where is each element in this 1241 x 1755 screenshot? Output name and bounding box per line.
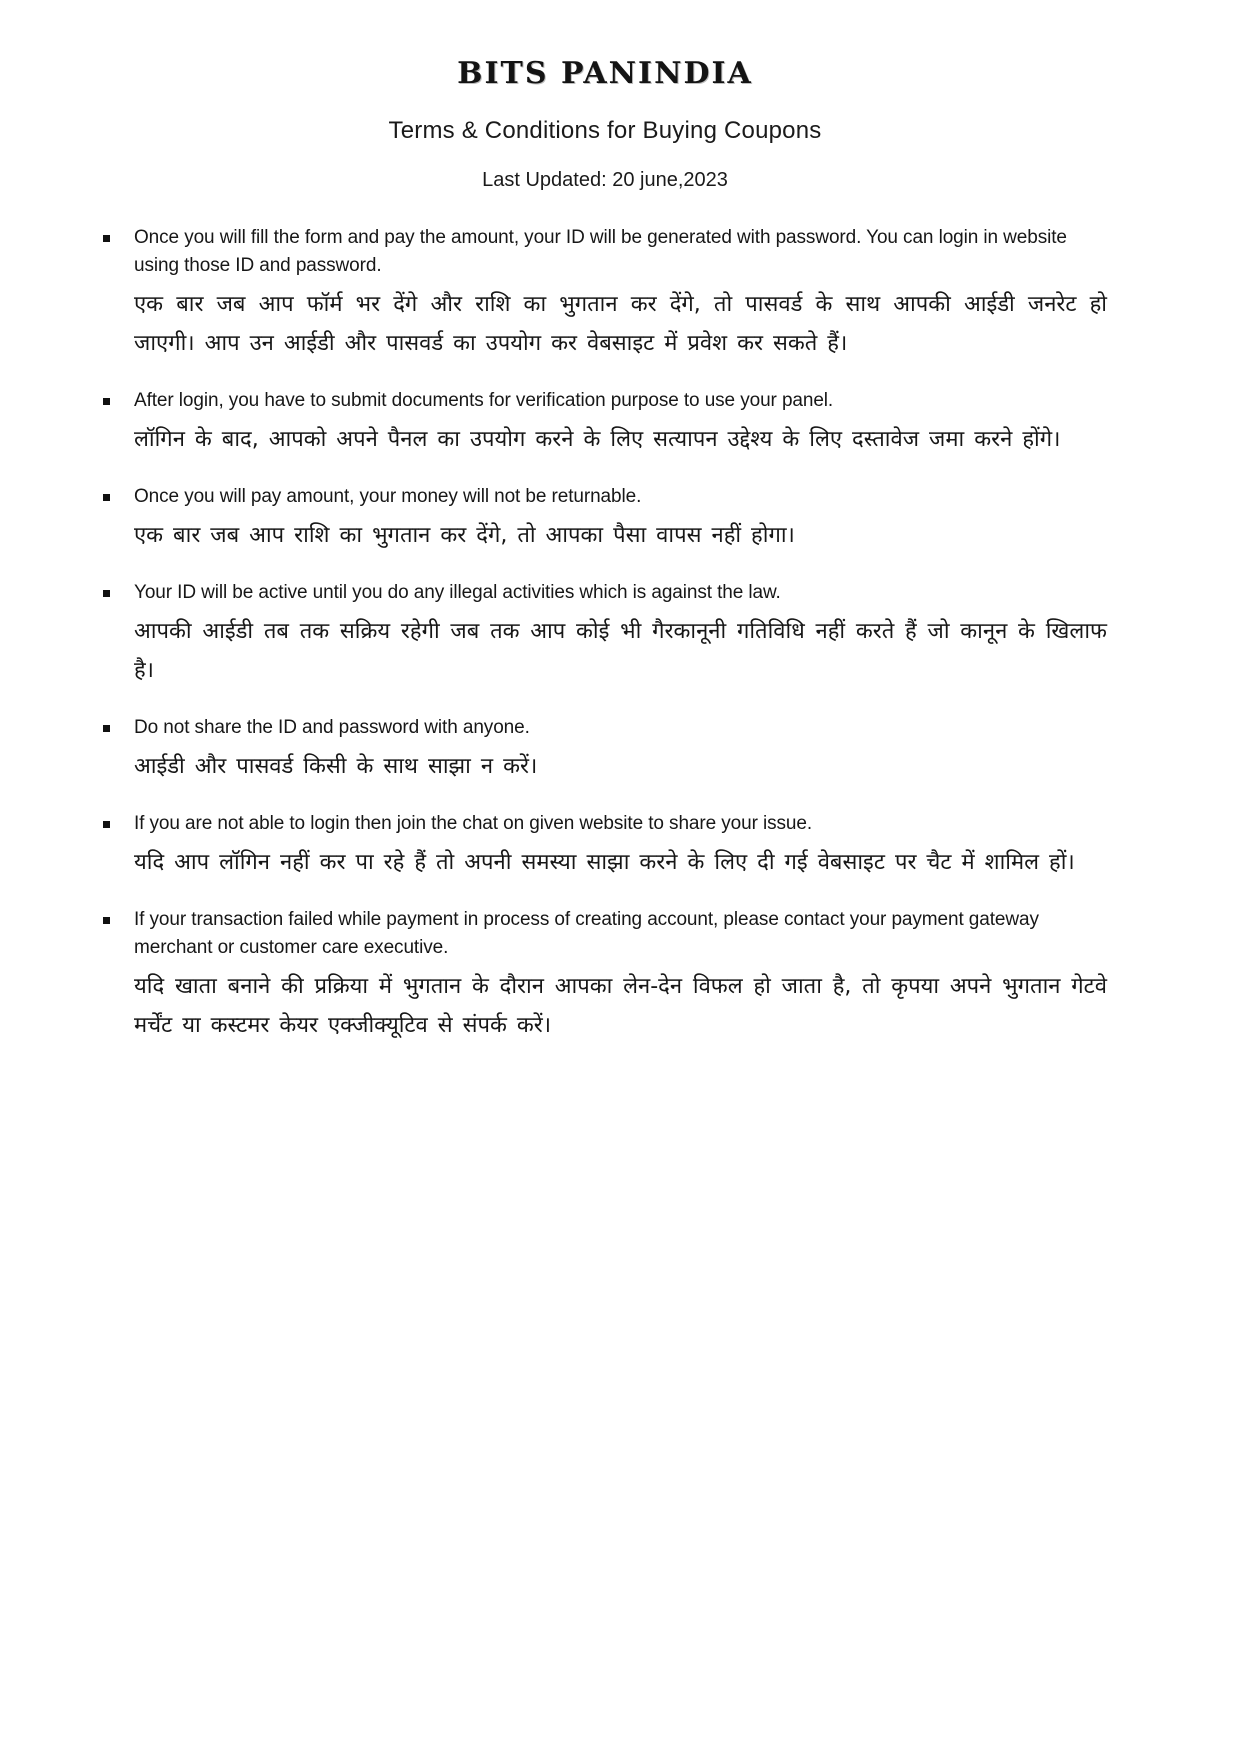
square-bullet-icon xyxy=(103,494,110,501)
term-english: If your transaction failed while payment in process of creating account, please contact your payment gateway merchant or customer care executive. xyxy=(134,909,1039,958)
brand-title: BITS PANINDIA xyxy=(457,56,753,91)
square-bullet-icon xyxy=(103,821,110,828)
list-item xyxy=(103,387,1107,459)
term-hindi: आपकी आईडी तब तक सक्रिय रहेगी जब तक आप कोई भी गैरकानूनी गतिविधि नहीं करते हैं जो कानून के खिलाफ है। xyxy=(134,619,1107,683)
last-updated-text: Last Updated: 20 june,2023 xyxy=(482,169,728,191)
term-hindi: लॉगिन के बाद, आपको अपने पैनल का उपयोग करने के लिए सत्यापन उद्देश्य के लिए दस्तावेज जमा करने होंगे। xyxy=(134,427,1061,452)
term-text xyxy=(134,483,1107,555)
list-item xyxy=(103,714,1107,786)
term-english: Your ID will be active until you do any illegal activities which is against the law. xyxy=(134,582,781,603)
document-header xyxy=(103,56,1107,192)
term-hindi: यदि खाता बनाने की प्रक्रिया में भुगतान के दौरान आपका लेन-देन विफल हो जाता है, तो कृपया अपने भुगतान गेटवे मर्चेंट या कस्टमर केयर एक्जीक्यूटिव से संपर्क करें। xyxy=(134,974,1107,1038)
square-bullet-icon xyxy=(103,398,110,405)
list-item xyxy=(103,483,1107,555)
list-item xyxy=(103,579,1107,690)
term-text xyxy=(134,579,1107,690)
term-english: Once you will fill the form and pay the amount, your ID will be generated with password. You can login in website using those ID and password. xyxy=(134,227,1067,276)
term-hindi: यदि आप लॉगिन नहीं कर पा रहे हैं तो अपनी समस्या साझा करने के लिए दी गई वेबसाइट पर चैट में शामिल हों। xyxy=(134,850,1075,875)
square-bullet-icon xyxy=(103,235,110,242)
term-text xyxy=(134,387,1107,459)
term-text xyxy=(134,906,1107,1045)
terms-list xyxy=(103,224,1107,1045)
term-english: Do not share the ID and password with anyone. xyxy=(134,717,530,738)
term-hindi: आईडी और पासवर्ड किसी के साथ साझा न करें। xyxy=(134,754,538,779)
list-item xyxy=(103,906,1107,1045)
term-english: Once you will pay amount, your money will not be returnable. xyxy=(134,486,642,507)
square-bullet-icon xyxy=(103,590,110,597)
list-item xyxy=(103,224,1107,363)
term-text xyxy=(134,810,1107,882)
term-hindi: एक बार जब आप फॉर्म भर देंगे और राशि का भुगतान कर देंगे, तो पासवर्ड के साथ आपकी आईडी जनरेट हो जाएगी। आप उन आईडी और पासवर्ड का उपयोग कर वेबसाइट में प्रवेश कर सकते हैं। xyxy=(134,292,1107,356)
page-title: Terms & Conditions for Buying Coupons xyxy=(388,117,822,144)
list-item xyxy=(103,810,1107,882)
term-hindi: एक बार जब आप राशि का भुगतान कर देंगे, तो आपका पैसा वापस नहीं होगा। xyxy=(134,523,795,548)
term-text xyxy=(134,714,1107,786)
square-bullet-icon xyxy=(103,725,110,732)
term-text xyxy=(134,224,1107,363)
square-bullet-icon xyxy=(103,917,110,924)
term-english: If you are not able to login then join the chat on given website to share your issue. xyxy=(134,813,813,834)
term-english: After login, you have to submit documents for verification purpose to use your panel. xyxy=(134,390,834,411)
